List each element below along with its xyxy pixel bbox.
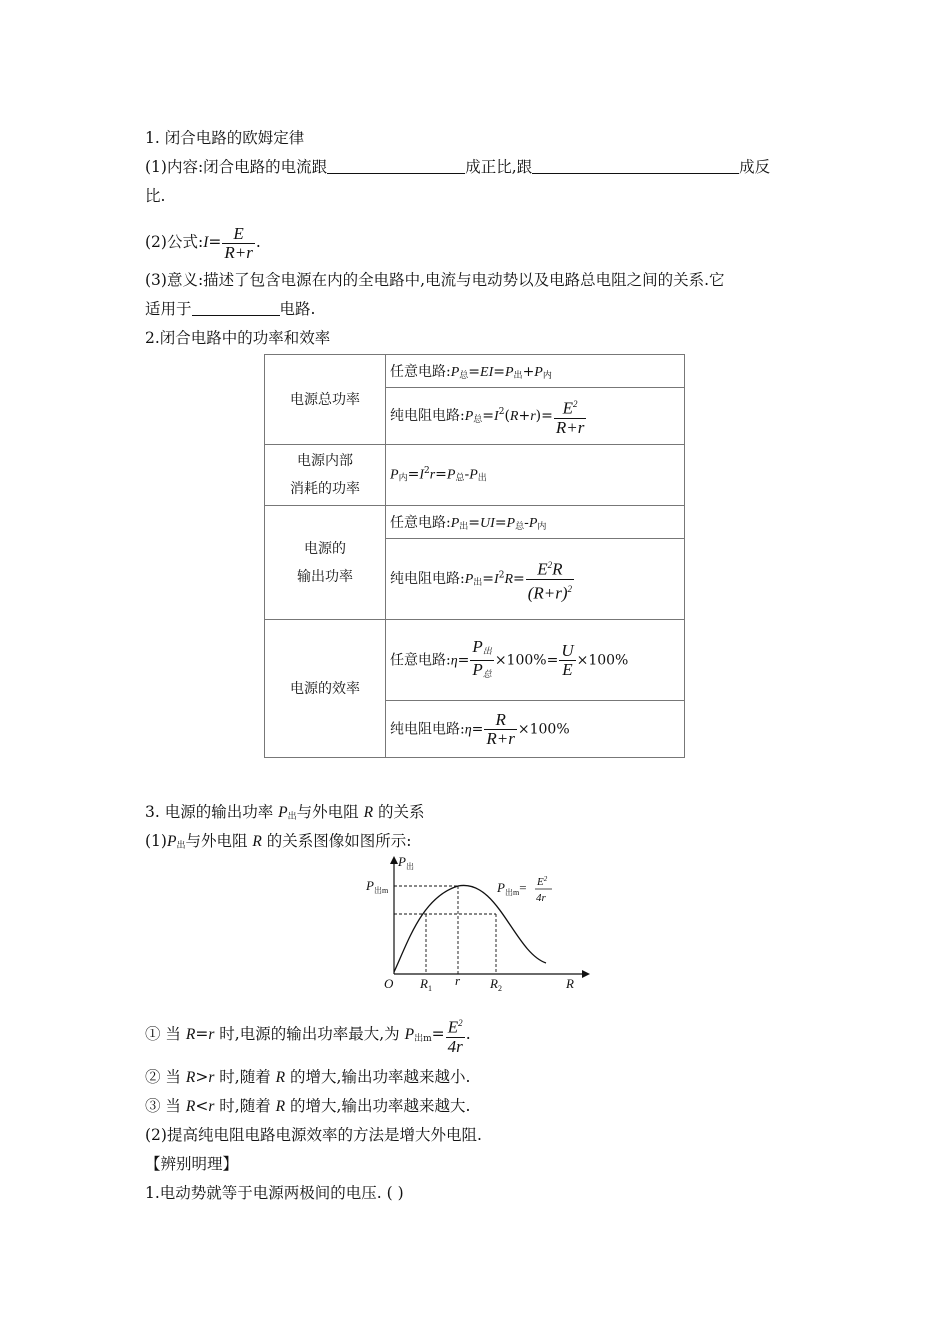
x-tick-r: r: [455, 973, 461, 988]
item-2: ② 当 R>r 时,随着 R 的增大,输出功率越来越小.: [145, 1068, 471, 1086]
formula-cell: 任意电路$:P_总=EI=P_出+P_内$: [386, 355, 685, 388]
section-2-title: 2.闭合电路中的功率和效率: [145, 329, 331, 347]
meaning-line-1: (3)意义:描述了包含电源在内的全电路中,电流与电动势以及电路总电阻之间的关系.它: [145, 271, 725, 289]
section-label: 【辨别明理】: [145, 1155, 239, 1173]
formula-cell: 任意电路$:P_出=UI=P_总-P_内$: [386, 506, 685, 539]
section-1-title: 1. 闭合电路的欧姆定律: [145, 129, 305, 147]
content-line-end: 比.: [145, 187, 166, 205]
x-tick-r1: $R_1$: [420, 976, 432, 993]
row-total-power: 电源总功率: [265, 355, 386, 445]
formula-cell: 任意电路:η= $\frac{P_出}{P_总}$ ×100%= $\frac{U}{E}$ ×100%: [386, 620, 685, 701]
formula-line: (2)公式:I= $\frac{E}{R+r}$ .: [145, 223, 261, 262]
x-axis-arrow: [582, 970, 590, 978]
fill-blank[interactable]: [327, 159, 465, 174]
meaning-line-2: 适用于 电路.: [145, 300, 316, 318]
formula-cell: 纯电阻电路$:P_总=I^2(R+r)=$ $\frac{E^2}{R+r}$: [386, 388, 685, 445]
ohm-formula: $\frac{E}{R+r}$: [224, 223, 253, 262]
annotation-den: 4r: [536, 892, 546, 904]
graph-intro: $(1)P_出$与外电阻 R 的关系图像如图所示:: [145, 832, 412, 851]
formula-cell: $P_内=I^2r=P_总-P_出$: [386, 445, 685, 506]
output-power-graph: [356, 852, 590, 996]
x-axis-label: R: [566, 976, 574, 991]
row-internal-power: 电源内部 消耗的功率: [265, 445, 386, 506]
item-1: ① 当 R=r 时,电源的输出功率最大,为 $P_{出m}=$ $\frac{E^2}{4r}$ .: [145, 1014, 471, 1059]
item-3: ③ 当 R<r 时,随着 R 的增大,输出功率越来越大.: [145, 1097, 471, 1115]
content-line: (1)内容:闭合电路的电流跟 成正比,跟 成反: [145, 158, 771, 176]
row-output-power: 电源的 输出功率: [265, 506, 386, 620]
y-axis-label: $P_出$: [398, 854, 414, 871]
origin-label: O: [384, 976, 394, 991]
y-tick-label: $P_{出m}$: [366, 878, 389, 895]
annotation-num: $E^2$: [537, 875, 548, 888]
formula-cell: 纯电阻电路:η= $\frac{R}{R+r}$ ×100%: [386, 701, 685, 758]
x-tick-r2: $R_2$: [490, 976, 502, 993]
y-axis-arrow: [390, 856, 398, 864]
max-annotation: $P_{出m}=$: [497, 880, 527, 897]
section-3-title: 3. 电源的输出功率 $P_出$与外电阻 R 的关系: [145, 803, 425, 822]
formula-cell: 纯电阻电路$:P_出=I^2R=$ $\frac{E^2R}{(R+r)^2}$: [386, 539, 685, 620]
question-1: 1.电动势就等于电源两极间的电压. ( ): [145, 1184, 404, 1202]
fill-blank[interactable]: [192, 301, 280, 316]
fill-blank[interactable]: [532, 159, 739, 174]
item-4: (2)提高纯电阻电路电源效率的方法是增大外电阻.: [145, 1126, 482, 1144]
power-curve: [394, 885, 546, 972]
row-efficiency: 电源的效率: [265, 620, 386, 758]
power-table: [264, 354, 685, 758]
